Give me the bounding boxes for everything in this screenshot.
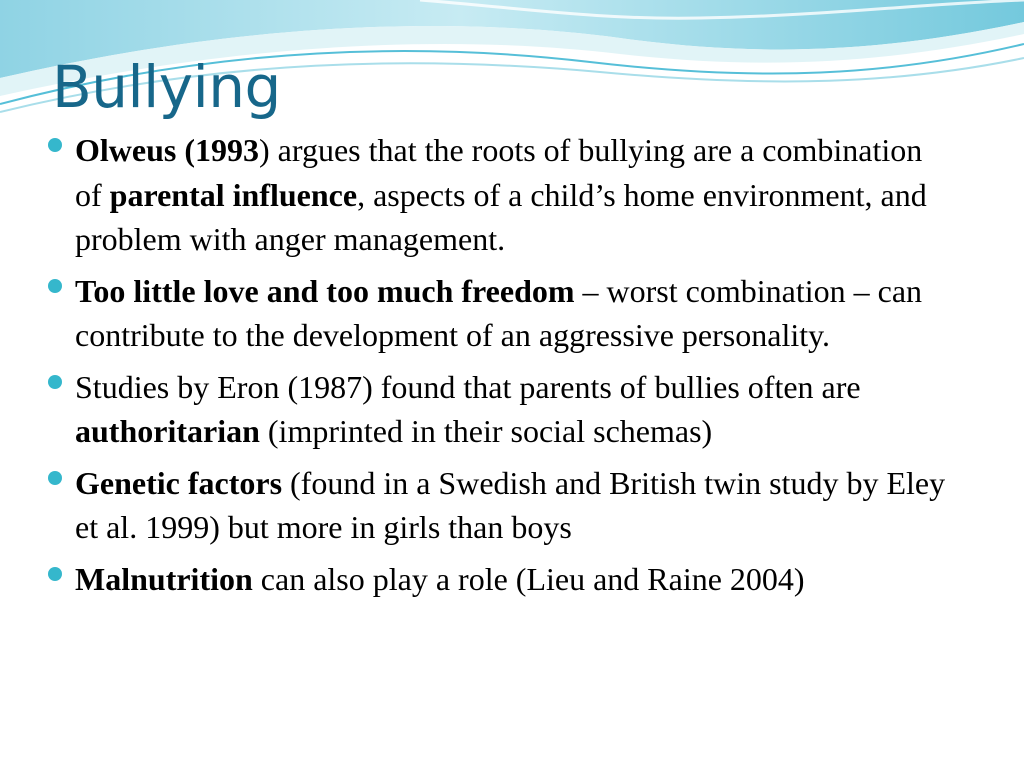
bullet-list	[46, 128, 946, 601]
bullet-text-bold: parental influence	[109, 176, 358, 213]
bullet-text-bold: Olweus	[75, 132, 177, 168]
bullet-item	[46, 365, 946, 454]
bullet-dot-icon	[48, 279, 62, 293]
bullet-item	[46, 128, 946, 262]
bullet-text: (imprinted in their social schemas)	[259, 413, 713, 449]
bullet-item	[46, 557, 946, 602]
bullet-text: Studies by Eron (1987) found that parents of bullies often are	[75, 368, 861, 405]
bullet-text-bold: Malnutrition	[75, 560, 253, 597]
bullet-text-bold: (1993	[184, 132, 259, 168]
bullet-dot-icon	[48, 567, 62, 581]
bullet-dot-icon	[48, 138, 62, 152]
bullet-text: ) argues that the roots of bullying are a combination of	[75, 132, 923, 213]
bullet-text-bold: Genetic factors	[75, 464, 283, 501]
bullet-item	[46, 269, 946, 358]
slide-title: Bullying	[52, 53, 281, 121]
bullet-text: , aspects of a child’s home environment, and problem with anger management.	[75, 176, 927, 257]
bullet-text-bold: Too little love and too much freedom	[75, 272, 575, 309]
bullet-item	[46, 461, 946, 550]
bullet-text: (found in a Swedish and British twin study by Eley et al. 1999) but more in girls than boys	[75, 464, 946, 545]
bullet-text: – worst combination – can contribute to the development of an aggressive personality.	[75, 272, 923, 353]
bullet-text-bold: authoritarian	[75, 413, 260, 449]
bullet-text: can also play a role (Lieu and Raine 2004)	[252, 560, 805, 597]
bullet-dot-icon	[48, 471, 62, 485]
bullet-dot-icon	[48, 375, 62, 389]
